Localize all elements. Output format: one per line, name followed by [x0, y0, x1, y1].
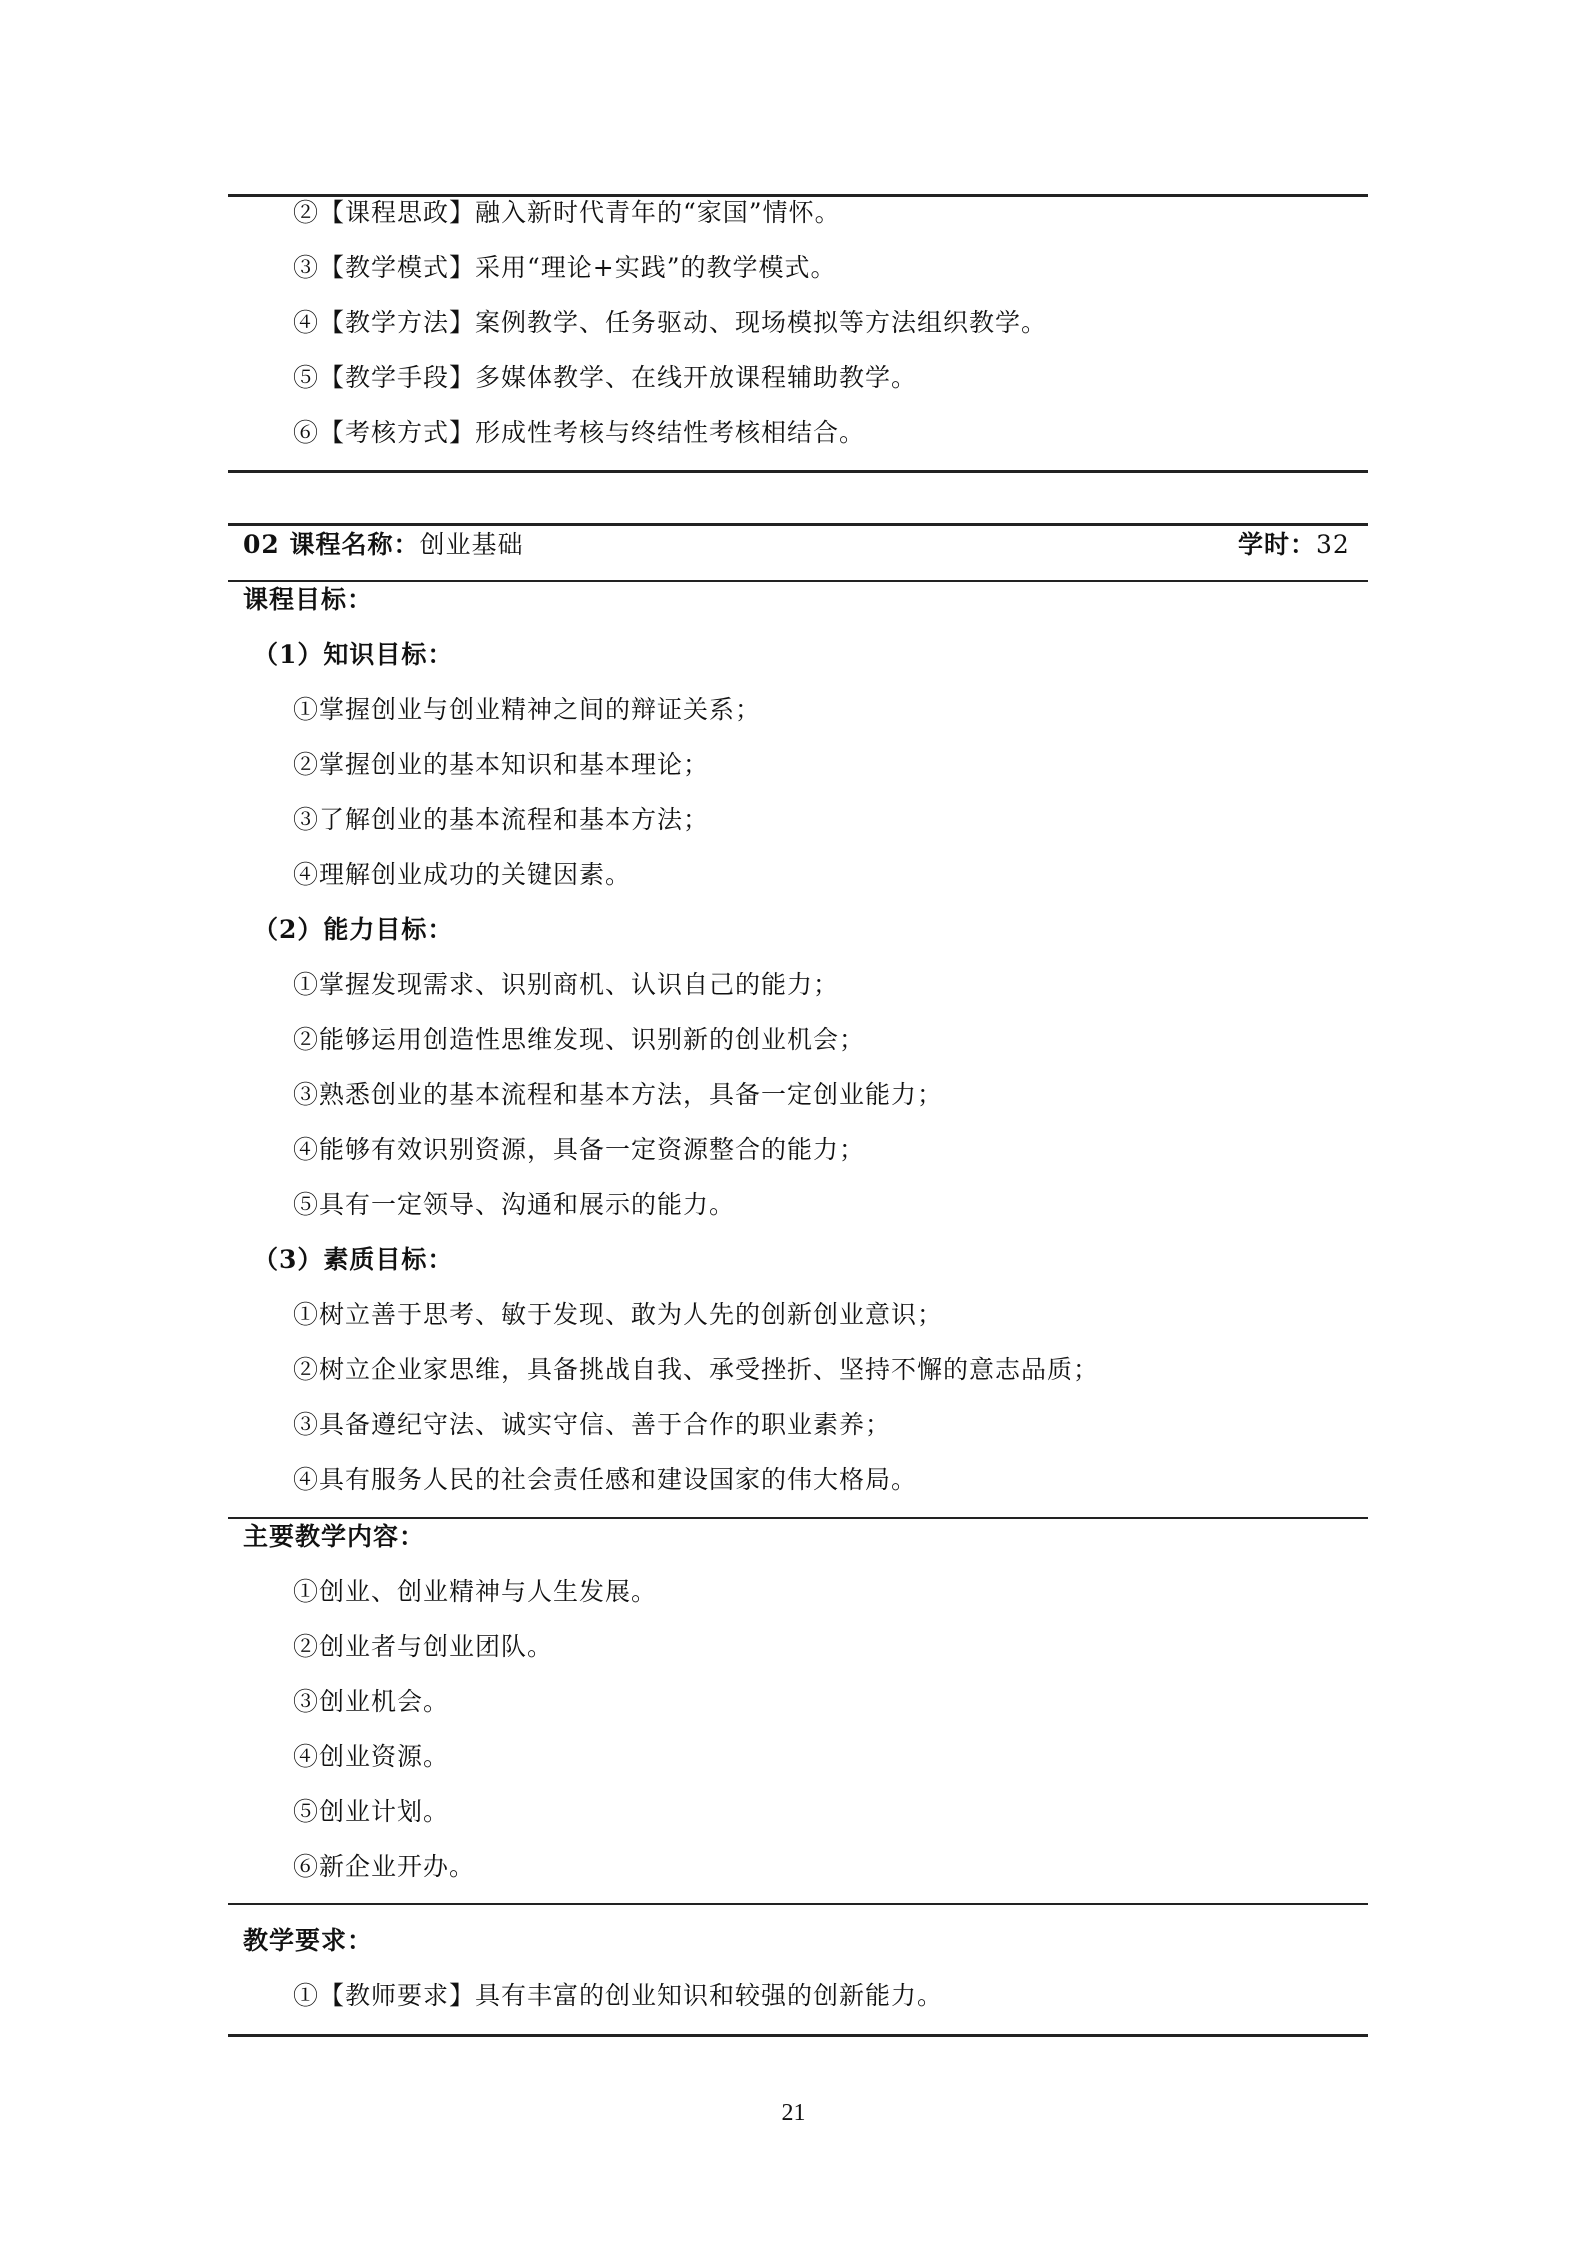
course-code-label: 02 课程名称： [243, 530, 420, 559]
content-top-rule [228, 1517, 1368, 1519]
knowledge-item: ①掌握创业与创业精神之间的辩证关系； [293, 695, 762, 724]
ability-item: ③熟悉创业的基本流程和基本方法，具备一定创业能力； [293, 1080, 944, 1109]
content-item: ①创业、创业精神与人生发展。 [293, 1577, 658, 1606]
top-item: ④【教学方法】案例教学、任务驱动、现场模拟等方法组织教学。 [293, 308, 1048, 337]
knowledge-item: ②掌握创业的基本知识和基本理论； [293, 750, 710, 779]
ability-heading: （2）能力目标： [253, 915, 454, 944]
bottom-rule [228, 2034, 1368, 2037]
quality-item: ①树立善于思考、敏于发现、敢为人先的创新创业意识； [293, 1300, 944, 1329]
ability-item: ⑤具有一定领导、沟通和展示的能力。 [293, 1190, 736, 1219]
top-item: ⑥【考核方式】形成性考核与终结性考核相结合。 [293, 418, 866, 447]
ability-item: ④能够有效识别资源，具备一定资源整合的能力； [293, 1135, 866, 1164]
hours-label: 学时： [1238, 530, 1317, 559]
course-header-bottom-rule [228, 580, 1368, 582]
section-end-rule [228, 470, 1368, 473]
page-number: 21 [781, 2100, 806, 2126]
top-item: ②【课程思政】融入新时代青年的“家国”情怀。 [293, 198, 841, 227]
course-name: 创业基础 [419, 530, 524, 559]
knowledge-item: ③了解创业的基本流程和基本方法； [293, 805, 710, 834]
content-item: ⑤创业计划。 [293, 1797, 450, 1826]
ability-item: ①掌握发现需求、识别商机、认识自己的能力； [293, 970, 840, 999]
top-item: ⑤【教学手段】多媒体教学、在线开放课程辅助教学。 [293, 363, 918, 392]
content-item: ③创业机会。 [293, 1687, 450, 1716]
quality-item: ③具备遵纪守法、诚实守信、善于合作的职业素养； [293, 1410, 892, 1439]
course-header-top-rule [228, 523, 1368, 526]
requirements-item: ①【教师要求】具有丰富的创业知识和较强的创新能力。 [293, 1981, 944, 2010]
quality-item: ④具有服务人民的社会责任感和建设国家的伟大格局。 [293, 1465, 918, 1494]
course-hours [1238, 530, 1350, 560]
top-item: ③【教学模式】采用“理论+实践”的教学模式。 [293, 253, 837, 282]
requirements-top-rule [228, 1903, 1368, 1905]
content-item: ②创业者与创业团队。 [293, 1632, 554, 1661]
objectives-heading: 课程目标： [243, 585, 374, 614]
top-rule [228, 194, 1368, 197]
content-item: ⑥新企业开办。 [293, 1852, 476, 1881]
quality-item: ②树立企业家思维，具备挑战自我、承受挫折、坚持不懈的意志品质； [293, 1355, 1100, 1384]
content-item: ④创业资源。 [293, 1742, 450, 1771]
hours-value: 32 [1316, 530, 1350, 559]
ability-item: ②能够运用创造性思维发现、识别新的创业机会； [293, 1025, 866, 1054]
knowledge-heading: （1）知识目标： [253, 640, 454, 669]
requirements-heading: 教学要求： [243, 1926, 374, 1955]
quality-heading: （3）素质目标： [253, 1245, 454, 1274]
course-title [243, 530, 524, 560]
content-heading: 主要教学内容： [243, 1522, 426, 1551]
knowledge-item: ④理解创业成功的关键因素。 [293, 860, 632, 889]
